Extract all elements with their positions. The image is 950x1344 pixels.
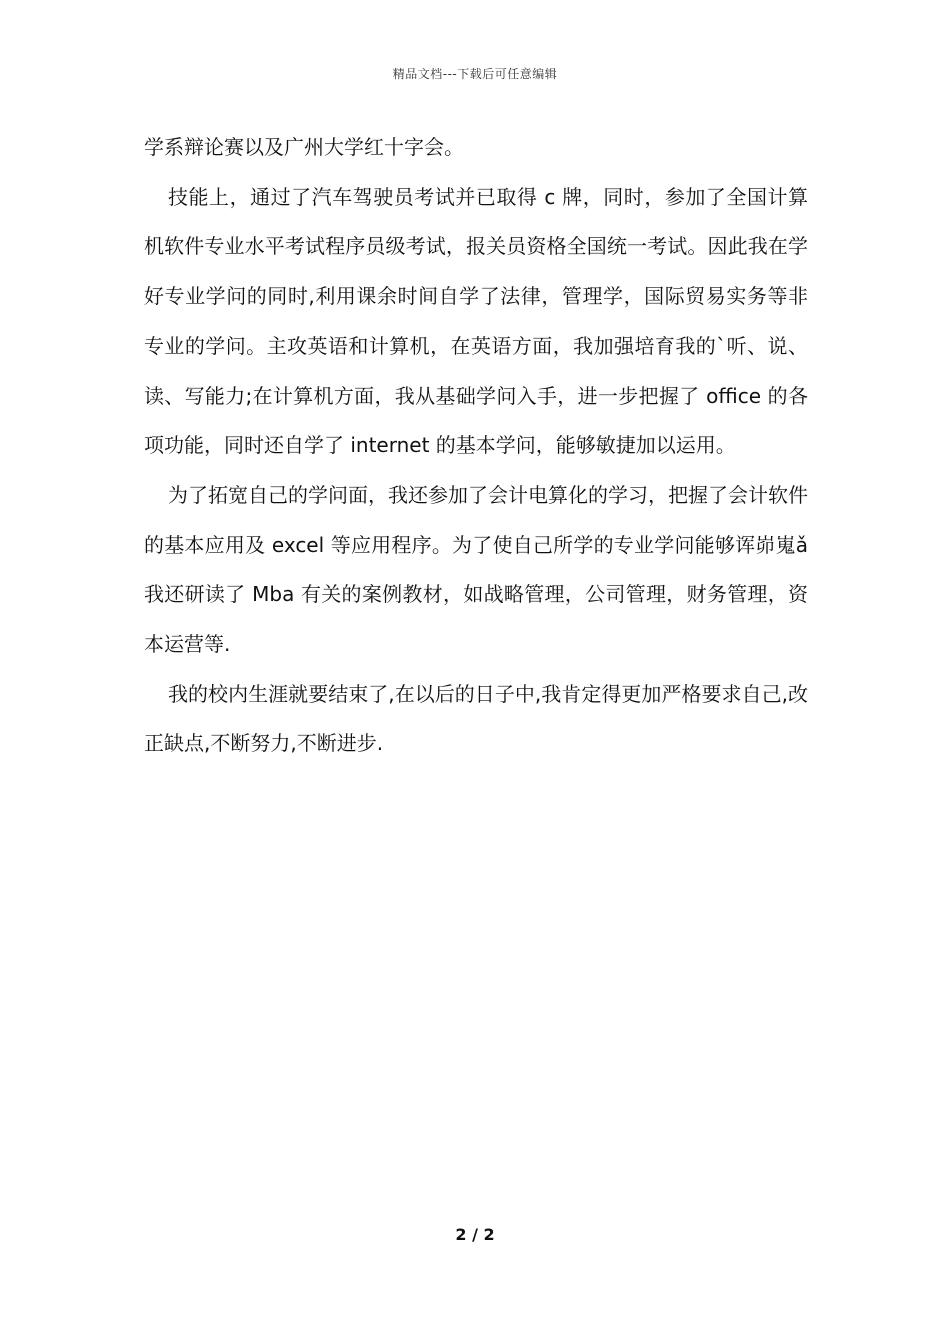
paragraph: 为了拓宽自己的学问面，我还参加了会计电算化的学习，把握了会计软件的基本应用及 excel 等应用程序。为了使自己所学的专业学问能够诨峁嵬ǎ我还研读了 Mba 有关的案例教材，如战略管理，公司管理，财务管理，资本运营等. <box>144 482 808 657</box>
page-header: 精品文档---下载后可任意编辑 <box>392 67 558 81</box>
paragraph: 学系辩论赛以及广州大学红十字会。 <box>144 135 464 159</box>
paragraph: 我的校内生涯就要结束了,在以后的日子中,我肯定得更加严格要求自己,改正缺点,不断努力,不断进步. <box>144 681 808 756</box>
paragraph: 技能上，通过了汽车驾驶员考试并已取得 c 牌，同时，参加了全国计算机软件专业水平考试程序员级考试，报关员资格全国统一考试。因此我在学好专业学问的同时,利用课余时间自学了法律，管理学，国际贸易实务等非专业的学问。主攻英语和计算机，在英语方面，我加强培育我的`听、说、读、写能力;在计算机方面，我从基础学问入手，进一步把握了 office 的各项功能，同时还自学了 internet 的基本学问，能够敏捷加以运用。 <box>144 184 808 458</box>
page-number: 2 / 2 <box>455 1225 495 1244</box>
document-body <box>144 123 808 769</box>
